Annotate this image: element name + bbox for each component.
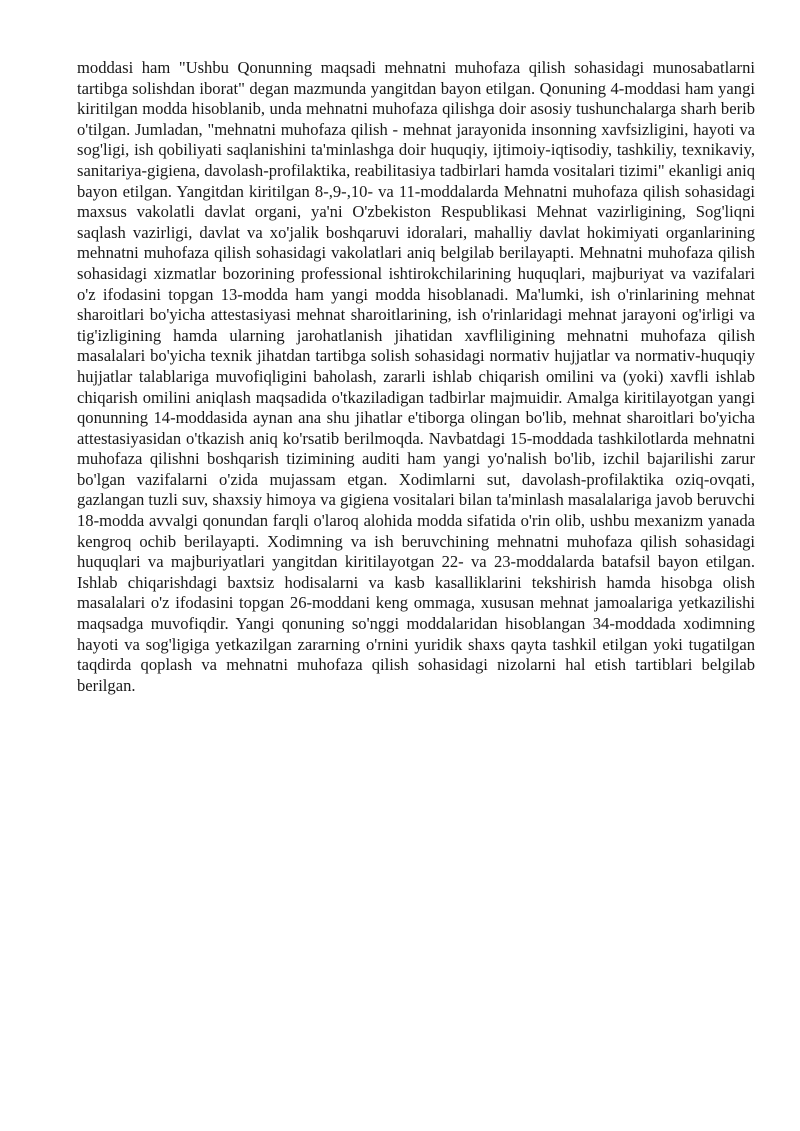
body-paragraph: moddasi ham "Ushbu Qonunning maqsadi mehnatni muhofaza qilish sohasidagi munosabatlarni tartibga solishdan iborat" degan mazmunda yangitdan bayon etilgan. Qonuning 4-moddasi ham yangi kiritilgan modda hisoblanib, unda mehnatni muhofaza qilishga doir asosiy tushunchalarga sharh berib o'tilgan. Jumladan, "mehnatni muhofaza qilish - mehnat jarayonida insonning xavfsizligini, hayoti va sog'ligi, ish qobiliyati saqlanishini ta'minlashga doir huquqiy, ijtimoiy-iqtisodiy, tashkiliy, texnikaviy, sanitariya-gigiena, davolash-profilaktika, reabilitasiya tadbirlari hamda vositalari tizimi" ekanligi aniq bayon etilgan. Yangitdan kiritilgan 8-,9-,10- va 11-moddalarda Mehnatni muhofaza qilish sohasidagi maxsus vakolatli davlat organi, ya'ni O'zbekiston Respublikasi Mehnat vazirligining, Sog'liqni saqlash vazirligi, davlat va xo'jalik boshqaruvi idoralari, mahalliy davlat hokimiyati organlarining mehnatni muhofaza qilish sohasidagi vakolatlari aniq belgilab berilayapti. Mehnatni muhofaza qilish sohasidagi xizmatlar bozorining professional ishtirokchilarining huquqlari, majburiyat va vazifalari o'z ifodasini topgan 13-modda ham yangi modda hisoblanadi. Ma'lumki, ish o'rinlarining mehnat sharoitlari bo'yicha attestasiyasi mehnat sharoitlarining, ish o'rinlaridagi mehnat jarayoni og'irligi va tig'izligining hamda ularning jarohatlanish jihatidan xavfliligining mehnatni muhofaza qilish masalalari bo'yicha texnik jihatdan tartibga solish sohasidagi normativ hujjatlar va normativ-huquqiy hujjatlar talablariga muvofiqligini baholash, zararli ishlab chiqarish omilini va (yoki) xavfli ishlab chiqarish omilini aniqlash maqsadida o'tkaziladigan tadbirlar majmuidir. Amalga kiritilayotgan yangi qonunning 14-moddasida aynan ana shu jihatlar e'tiborga olingan bo'lib, mehnat sharoitlari bo'yicha attestasiyasidan o'tkazish aniq ko'rsatib berilmoqda. Navbatdagi 15-moddada tashkilotlarda mehnatni muhofaza qilishni boshqarish tizimining auditi ham yangi yo'nalish bo'lib, izchil bajarilishi zarur bo'lgan vazifalarni o'zida mujassam etgan. Xodimlarni sut, davolash-profilaktika oziq-ovqati, gazlangan tuzli suv, shaxsiy himoya va gigiena vositalari bilan ta'minlash masalalariga javob beruvchi 18-modda avvalgi qonundan farqli o'laroq alohida modda sifatida o'rin olib, ushbu mexanizm yanada kengroq ochib berilayapti. Xodimning va ish beruvchining mehnatni muhofaza qilish sohasidagi huquqlari va majburiyatlari yangitdan kiritilayotgan 22- va 23-moddalarda batafsil bayon etilgan. Ishlab chiqarishdagi baxtsiz hodisalarni va kasb kasalliklarini tekshirish hamda hisobga olish masalalari o'z ifodasini topgan 26-moddani keng ommaga, xususan mehnat jamoalariga yetkazilishi maqsadga muvofiqdir. Yangi qonuning so'nggi moddalaridan hisoblangan 34-moddada xodimning hayoti va sog'ligiga yetkazilgan zararning o'rnini yuridik shaxs qayta tashkil etilgan yoki tugatilgan taqdirda qoplash va mehnatni muhofaza qilish sohasidagi nizolarni hal etish tartiblari belgilab berilgan. — [77, 58, 755, 695]
